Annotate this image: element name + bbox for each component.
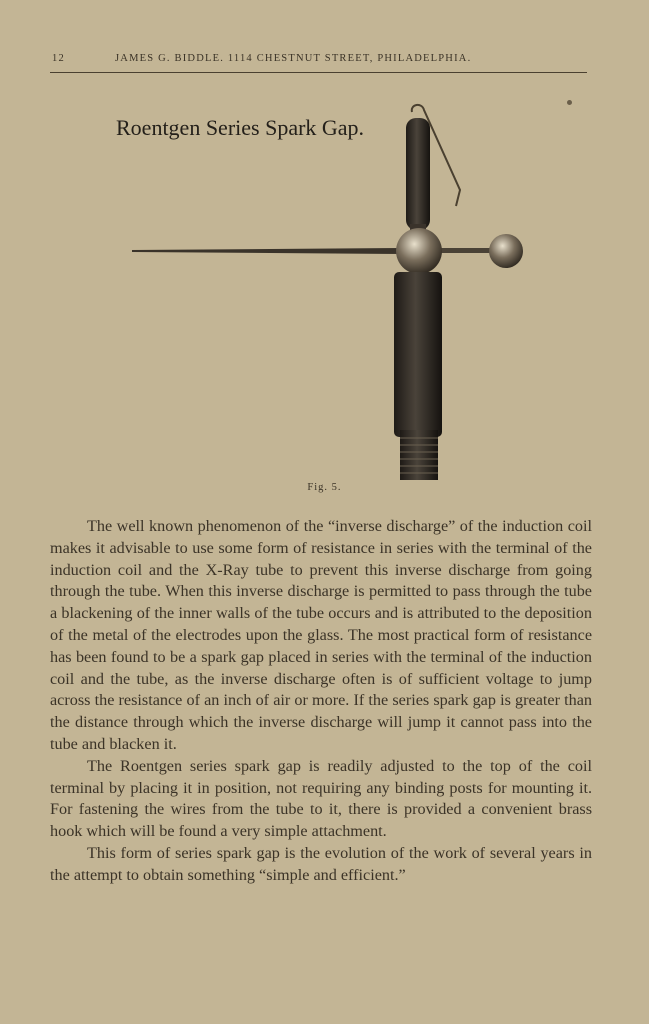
lower-shaft: [394, 272, 442, 480]
figure-caption: Fig. 5.: [307, 482, 342, 493]
rod-right: [435, 248, 497, 253]
upper-handle: [406, 118, 430, 240]
spark-gap-illustration: [130, 100, 530, 485]
running-head: JAMES G. BIDDLE. 1114 CHESTNUT STREET, PHILADELPHIA.: [115, 53, 472, 64]
ink-spot: [567, 100, 572, 105]
illustration-title: Roentgen Series Spark Gap.: [116, 115, 365, 140]
end-ball: [489, 234, 523, 268]
body-text: [50, 516, 592, 887]
page-header: [50, 50, 587, 73]
center-ball: [396, 228, 442, 274]
paragraph: This form of series spark gap is the evolution of the work of several years in the attempt to obtain something “simple and efficient.”: [50, 843, 592, 884]
page-number: 12: [52, 53, 65, 64]
electrode-rod: [132, 248, 405, 254]
paragraph: The Roentgen series spark gap is readily adjusted to the top of the coil terminal by placing it in position, not requiring any binding posts for mounting it. For fastening the wires from the tube to it, there is provided a convenient brass hook which will be found a very simple attachment.: [50, 756, 592, 841]
paragraph: The well known phenomenon of the “inverse discharge” of the induction coil makes it advisable to use some form of resistance in series with the terminal of the induction coil and the X-Ray tube to prevent this inverse discharge from going through the tube. When this inverse discharge is permitted to pass through the tube a blackening of the inner walls of the tube occurs and is attributed to the deposition of the metal of the electrodes upon the glass. The most practical form of resistance has been found to be a spark gap placed in series with the terminal of the induction coil and the tube, as the inverse discharge often is of sufficient voltage to jump across the resistance of an inch of air or more. If the series spark gap is greater than the distance through which the inverse discharge will jump it cannot pass into the tube and blacken it.: [50, 517, 592, 753]
